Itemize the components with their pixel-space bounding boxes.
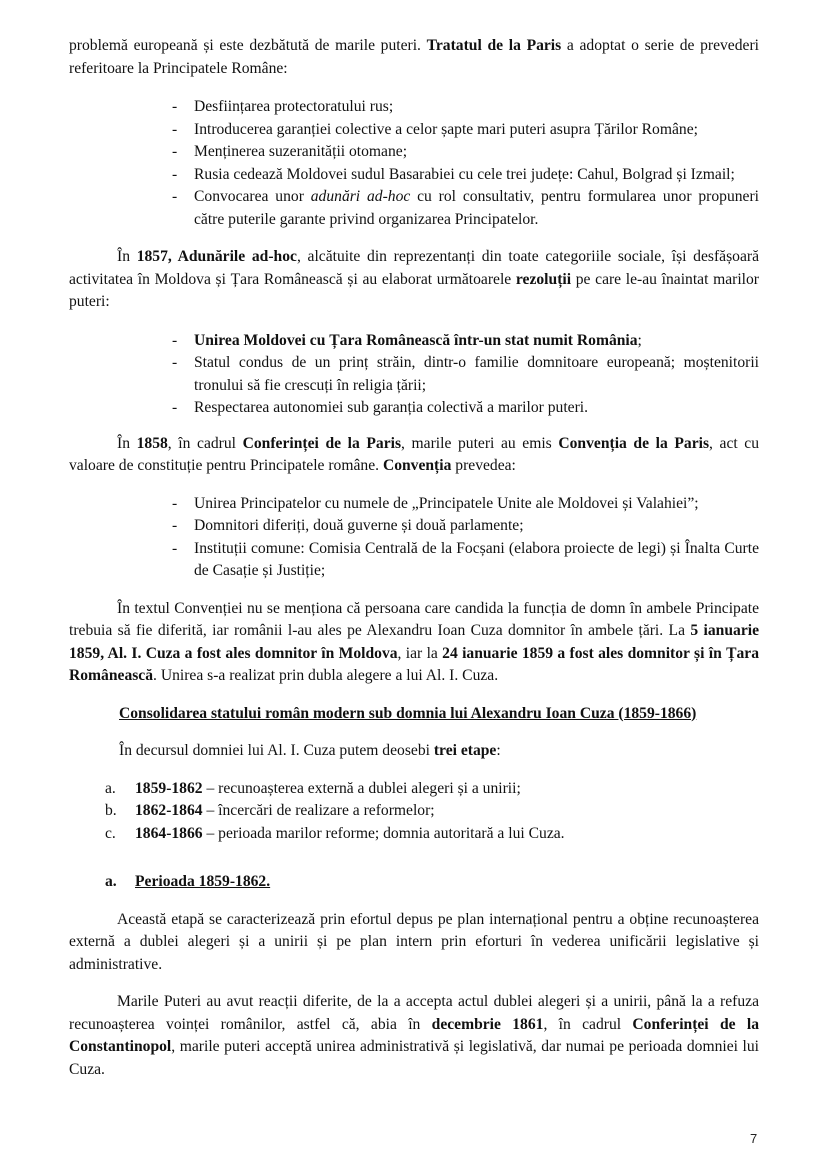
text: Marile Puteri au avut reacții diferite, de la a accepta actul dublei alegeri și a unirii, până la a refuza recunoașterea voinței românilor, astfel că, abia în xyxy=(69,993,759,1033)
list-item: - Instituții comune: Comisia Centrală de la Focșani (elabora proiecte de legi) și Înalta Curte de Casație și Justiție; xyxy=(166,538,759,583)
document-page xyxy=(69,0,759,1081)
intro-text-2: a adoptat o serie de prevederi referitoare la Principatele Române: xyxy=(69,37,759,77)
bold-text: 5 ianuarie 1859, Al. I. Cuza a fost ales domnitor în Moldova xyxy=(69,622,759,662)
text: pe care le-au înaintat marilor puteri: xyxy=(69,270,759,310)
section-heading: Consolidarea statului român modern sub domnia lui Alexandru Ioan Cuza (1859-1866) xyxy=(119,704,697,722)
list-item xyxy=(105,778,759,801)
text: În textul Convenției nu se menționa că persoana care candida la funcția de domn în ambele Principate trebuia să fie diferită, iar românii l-au ales pe Alexandru Ioan Cuza domnitor în ambele țări. La xyxy=(69,599,759,639)
list-item: - Statul condus de un prinț străin, dintr-o familie domnitoare europeană; moștenitorii tronului să fie crescuți în religia țării; xyxy=(166,352,759,397)
text: , alcătuite din reprezentanți din toate categoriile sociale, își desfășoară activitatea în Moldova și Țara Românească și au elaborat următoarele xyxy=(69,248,759,288)
text: . Unirea s-a realizat prin dubla alegere a lui Al. I. Cuza. xyxy=(153,667,499,684)
text: prevedea: xyxy=(451,457,516,474)
bold-text: trei etape xyxy=(433,742,497,759)
list-item xyxy=(166,330,759,353)
subsection-heading xyxy=(105,871,759,894)
list-item xyxy=(105,800,759,823)
stage-text: – recunoașterea externă a dublei alegeri și a unirii; xyxy=(202,779,521,797)
stage-years: 1859-1862 xyxy=(135,779,203,797)
paris-treaty-list xyxy=(166,96,759,231)
text: , act cu valoare de constituție pentru Principatele române. xyxy=(69,434,760,474)
convention-list xyxy=(166,493,759,583)
list-marker: c. xyxy=(105,824,116,842)
bold-text: Conferinței de la Constantinopol xyxy=(69,1015,760,1055)
text: , marile puteri au emis xyxy=(401,434,559,452)
bold-text: Convenția de la Paris xyxy=(558,434,710,452)
item-italic: adunări ad-hoc xyxy=(310,188,411,205)
list-marker: a. xyxy=(105,779,116,797)
bold-text: Unirea Moldovei cu Țara Românească într-un stat numit România xyxy=(194,331,638,349)
text: În xyxy=(117,248,137,265)
item-text: Convocarea unor xyxy=(194,188,311,205)
election-paragraph xyxy=(69,598,759,688)
list-item: - Rusia cedează Moldovei sudul Basarabiei cu cele trei județe: Cahul, Bolgrad și Izmail; xyxy=(166,164,759,187)
text: În decursul domniei lui Al. I. Cuza putem deosebi xyxy=(119,742,434,759)
bold-text: 1857, Adunările ad-hoc xyxy=(136,248,297,265)
intro-text: problemă europeană și este dezbătută de marile puteri. xyxy=(69,37,427,54)
stages-list xyxy=(105,778,759,846)
text: , iar la xyxy=(397,644,443,662)
list-item: - Introducerea garanției colective a celor șapte mari puteri asupra Țărilor Române; xyxy=(166,119,759,142)
bold-text: Convenția xyxy=(382,457,452,474)
text: În xyxy=(117,434,137,452)
bold-text: Conferinței de la Paris xyxy=(242,434,402,452)
text: , marile puteri acceptă unirea administrativă și legislativă, dar numai pe perioada domniei lui Cuza. xyxy=(69,1038,759,1078)
subsection-marker: a. xyxy=(105,873,117,890)
text: : xyxy=(496,742,501,759)
stage-text: – încercări de realizare a reformelor; xyxy=(202,802,435,819)
list-marker: b. xyxy=(105,802,117,819)
adhoc-paragraph xyxy=(69,246,759,314)
intro-bold: Tratatul de la Paris xyxy=(426,37,562,54)
list-item xyxy=(166,186,759,231)
page-number: 7 xyxy=(750,1131,758,1146)
text: , în cadrul xyxy=(167,434,243,452)
text: , în cadrul xyxy=(543,1015,633,1033)
list-item: - Domnitori diferiți, două guverne și două parlamente; xyxy=(166,515,759,538)
bold-text: rezoluții xyxy=(515,270,572,288)
bold-text: 1858 xyxy=(136,434,168,452)
list-item: - Unirea Principatelor cu numele de „Principatele Unite ale Moldovei și Valahiei”; xyxy=(166,493,759,516)
stages-intro xyxy=(119,740,759,763)
subsection-title: Perioada 1859-1862. xyxy=(135,873,271,890)
period-paragraph: Această etapă se caracterizează prin efortul depus pe plan internațional pentru a obține recunoașterea externă a dublei alegeri și a unirii și pe plan intern prin eforturi în vederea unificării legislative și administrative. xyxy=(69,910,759,973)
powers-paragraph xyxy=(69,991,759,1081)
intro-paragraph xyxy=(69,35,759,80)
resolutions-list xyxy=(166,330,759,420)
bold-text: decembrie 1861 xyxy=(431,1015,544,1033)
list-item: - Desființarea protectoratului rus; xyxy=(166,96,759,119)
stage-years: 1862-1864 xyxy=(135,802,203,819)
bold-text: 24 ianuarie 1859 a fost ales domnitor și în Țara Românească xyxy=(69,644,759,684)
stage-years: 1864-1866 xyxy=(135,824,203,842)
convention-paragraph xyxy=(69,433,759,478)
list-item xyxy=(105,823,759,846)
list-item: - Respectarea autonomiei sub garanția colectivă a marilor puteri. xyxy=(166,397,759,420)
item-text: cu rol consultativ, pentru formularea unor propuneri către puterile garante privind organizarea Principatelor. xyxy=(194,188,759,228)
stage-text: – perioada marilor reforme; domnia autoritară a lui Cuza. xyxy=(202,824,565,842)
text: ; xyxy=(637,331,642,349)
list-item: - Menținerea suzeranității otomane; xyxy=(166,141,759,164)
